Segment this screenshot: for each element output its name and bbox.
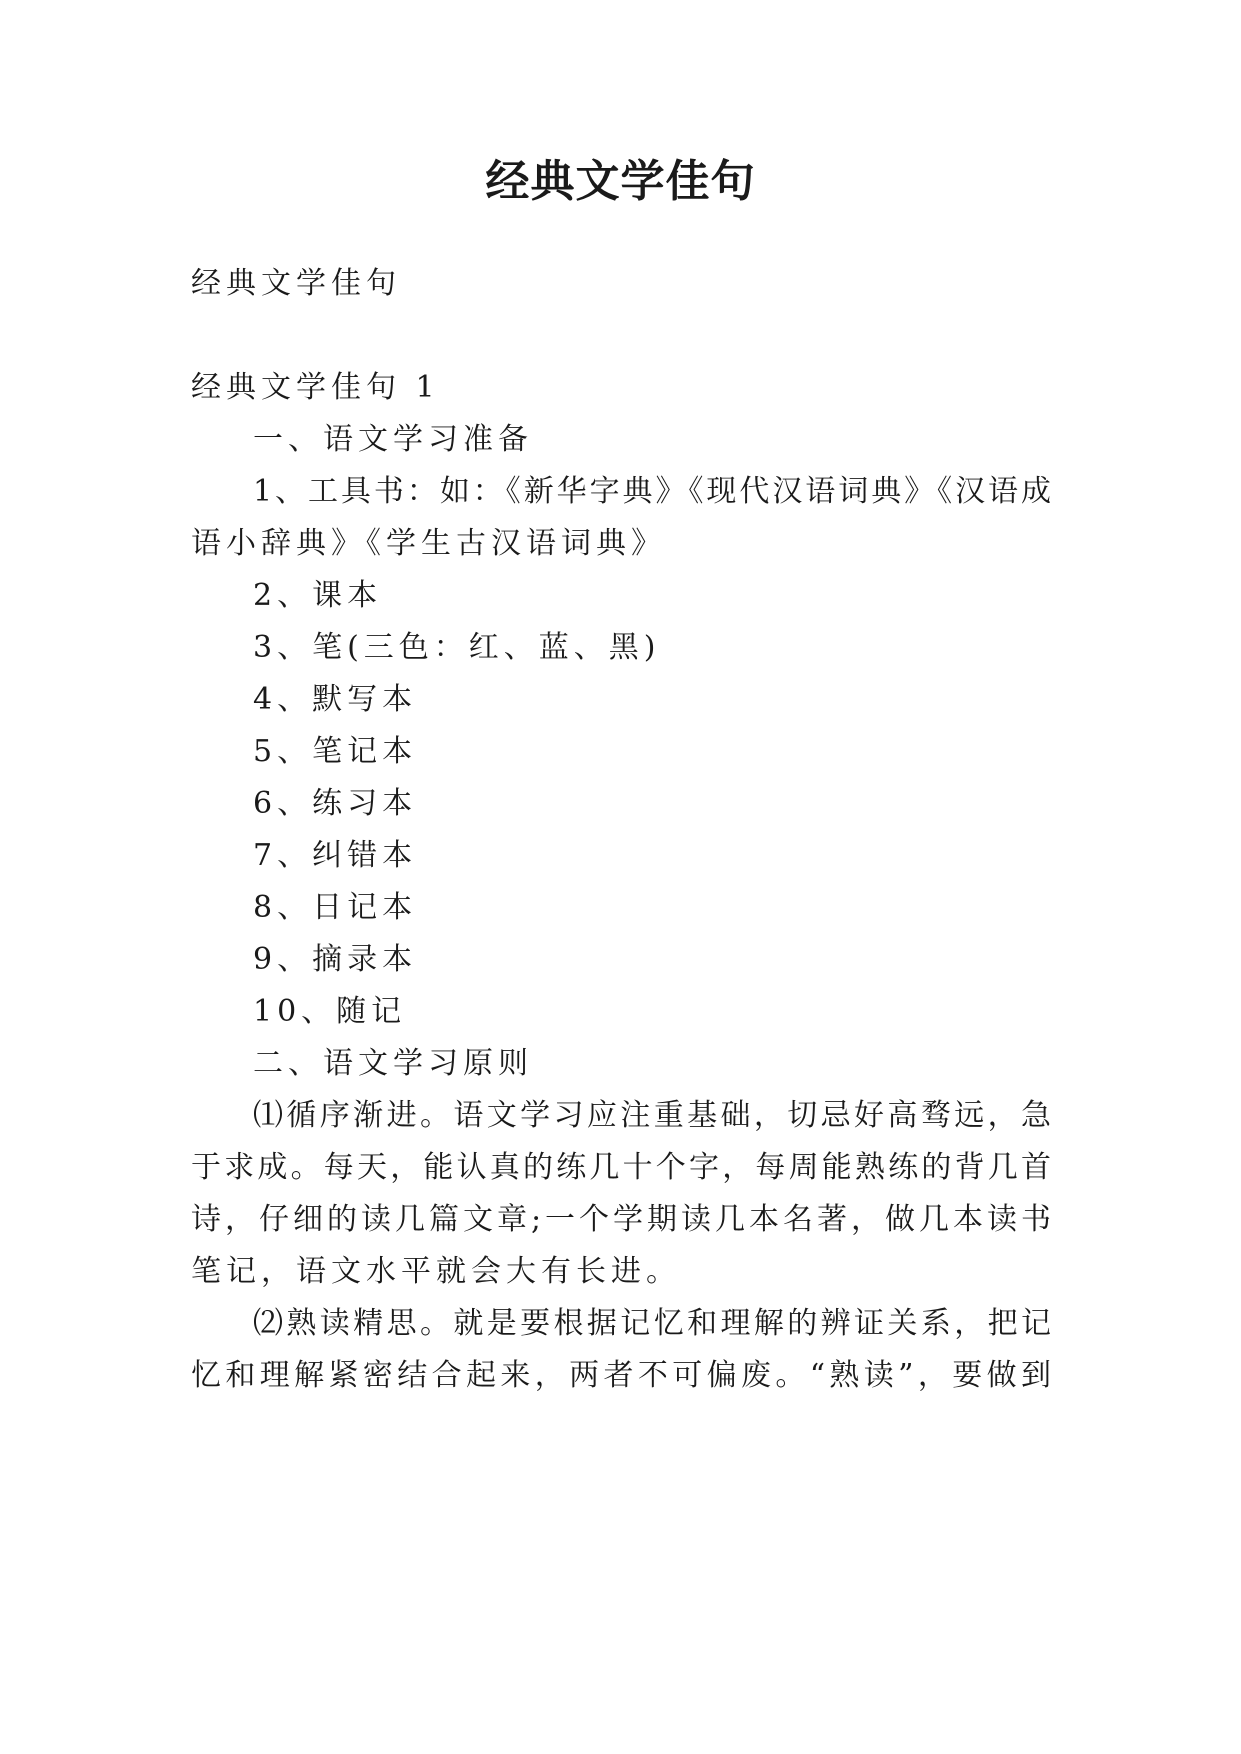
list-item: 6、练习本 (253, 786, 418, 821)
paragraph-line: ⑴循序渐进。语文学习应注重基础，切忌好高骛远，急 (253, 1098, 1051, 1133)
list-item: 2、课本 (253, 578, 383, 613)
section-heading: 经典文学佳句 1 (191, 370, 440, 405)
document-subtitle: 经典文学佳句 (191, 266, 401, 301)
paragraph-line: 忆和理解紧密结合起来，两者不可偏废。“熟读”，要做到 (191, 1358, 1051, 1393)
list-item: 7、纠错本 (253, 838, 418, 873)
item1-line2: 语小辞典》《学生古汉语词典》 (191, 526, 666, 561)
list-item: 8、日记本 (253, 890, 418, 925)
paragraph-line: 于求成。每天，能认真的练几十个字，每周能熟练的背几首 (191, 1150, 1051, 1185)
list-item: 10、随记 (253, 994, 407, 1029)
part1-heading: 一、语文学习准备 (253, 422, 533, 457)
paragraph-line: 诗，仔细的读几篇文章;一个学期读几本名著，做几本读书 (191, 1202, 1051, 1237)
part2-heading: 二、语文学习原则 (253, 1046, 533, 1081)
item1-line1: 1、工具书：如：《新华字典》《现代汉语词典》《汉语成 (253, 474, 1051, 509)
document-title: 经典文学佳句 (485, 156, 756, 207)
list-item: 3、笔(三色：红、蓝、黑) (253, 630, 661, 665)
paragraph-line: 笔记，语文水平就会大有长进。 (191, 1254, 681, 1289)
list-item: 9、摘录本 (253, 942, 418, 977)
list-item: 5、笔记本 (253, 734, 418, 769)
paragraph-line: ⑵熟读精思。就是要根据记忆和理解的辨证关系，把记 (253, 1306, 1051, 1341)
list-item: 4、默写本 (253, 682, 418, 717)
